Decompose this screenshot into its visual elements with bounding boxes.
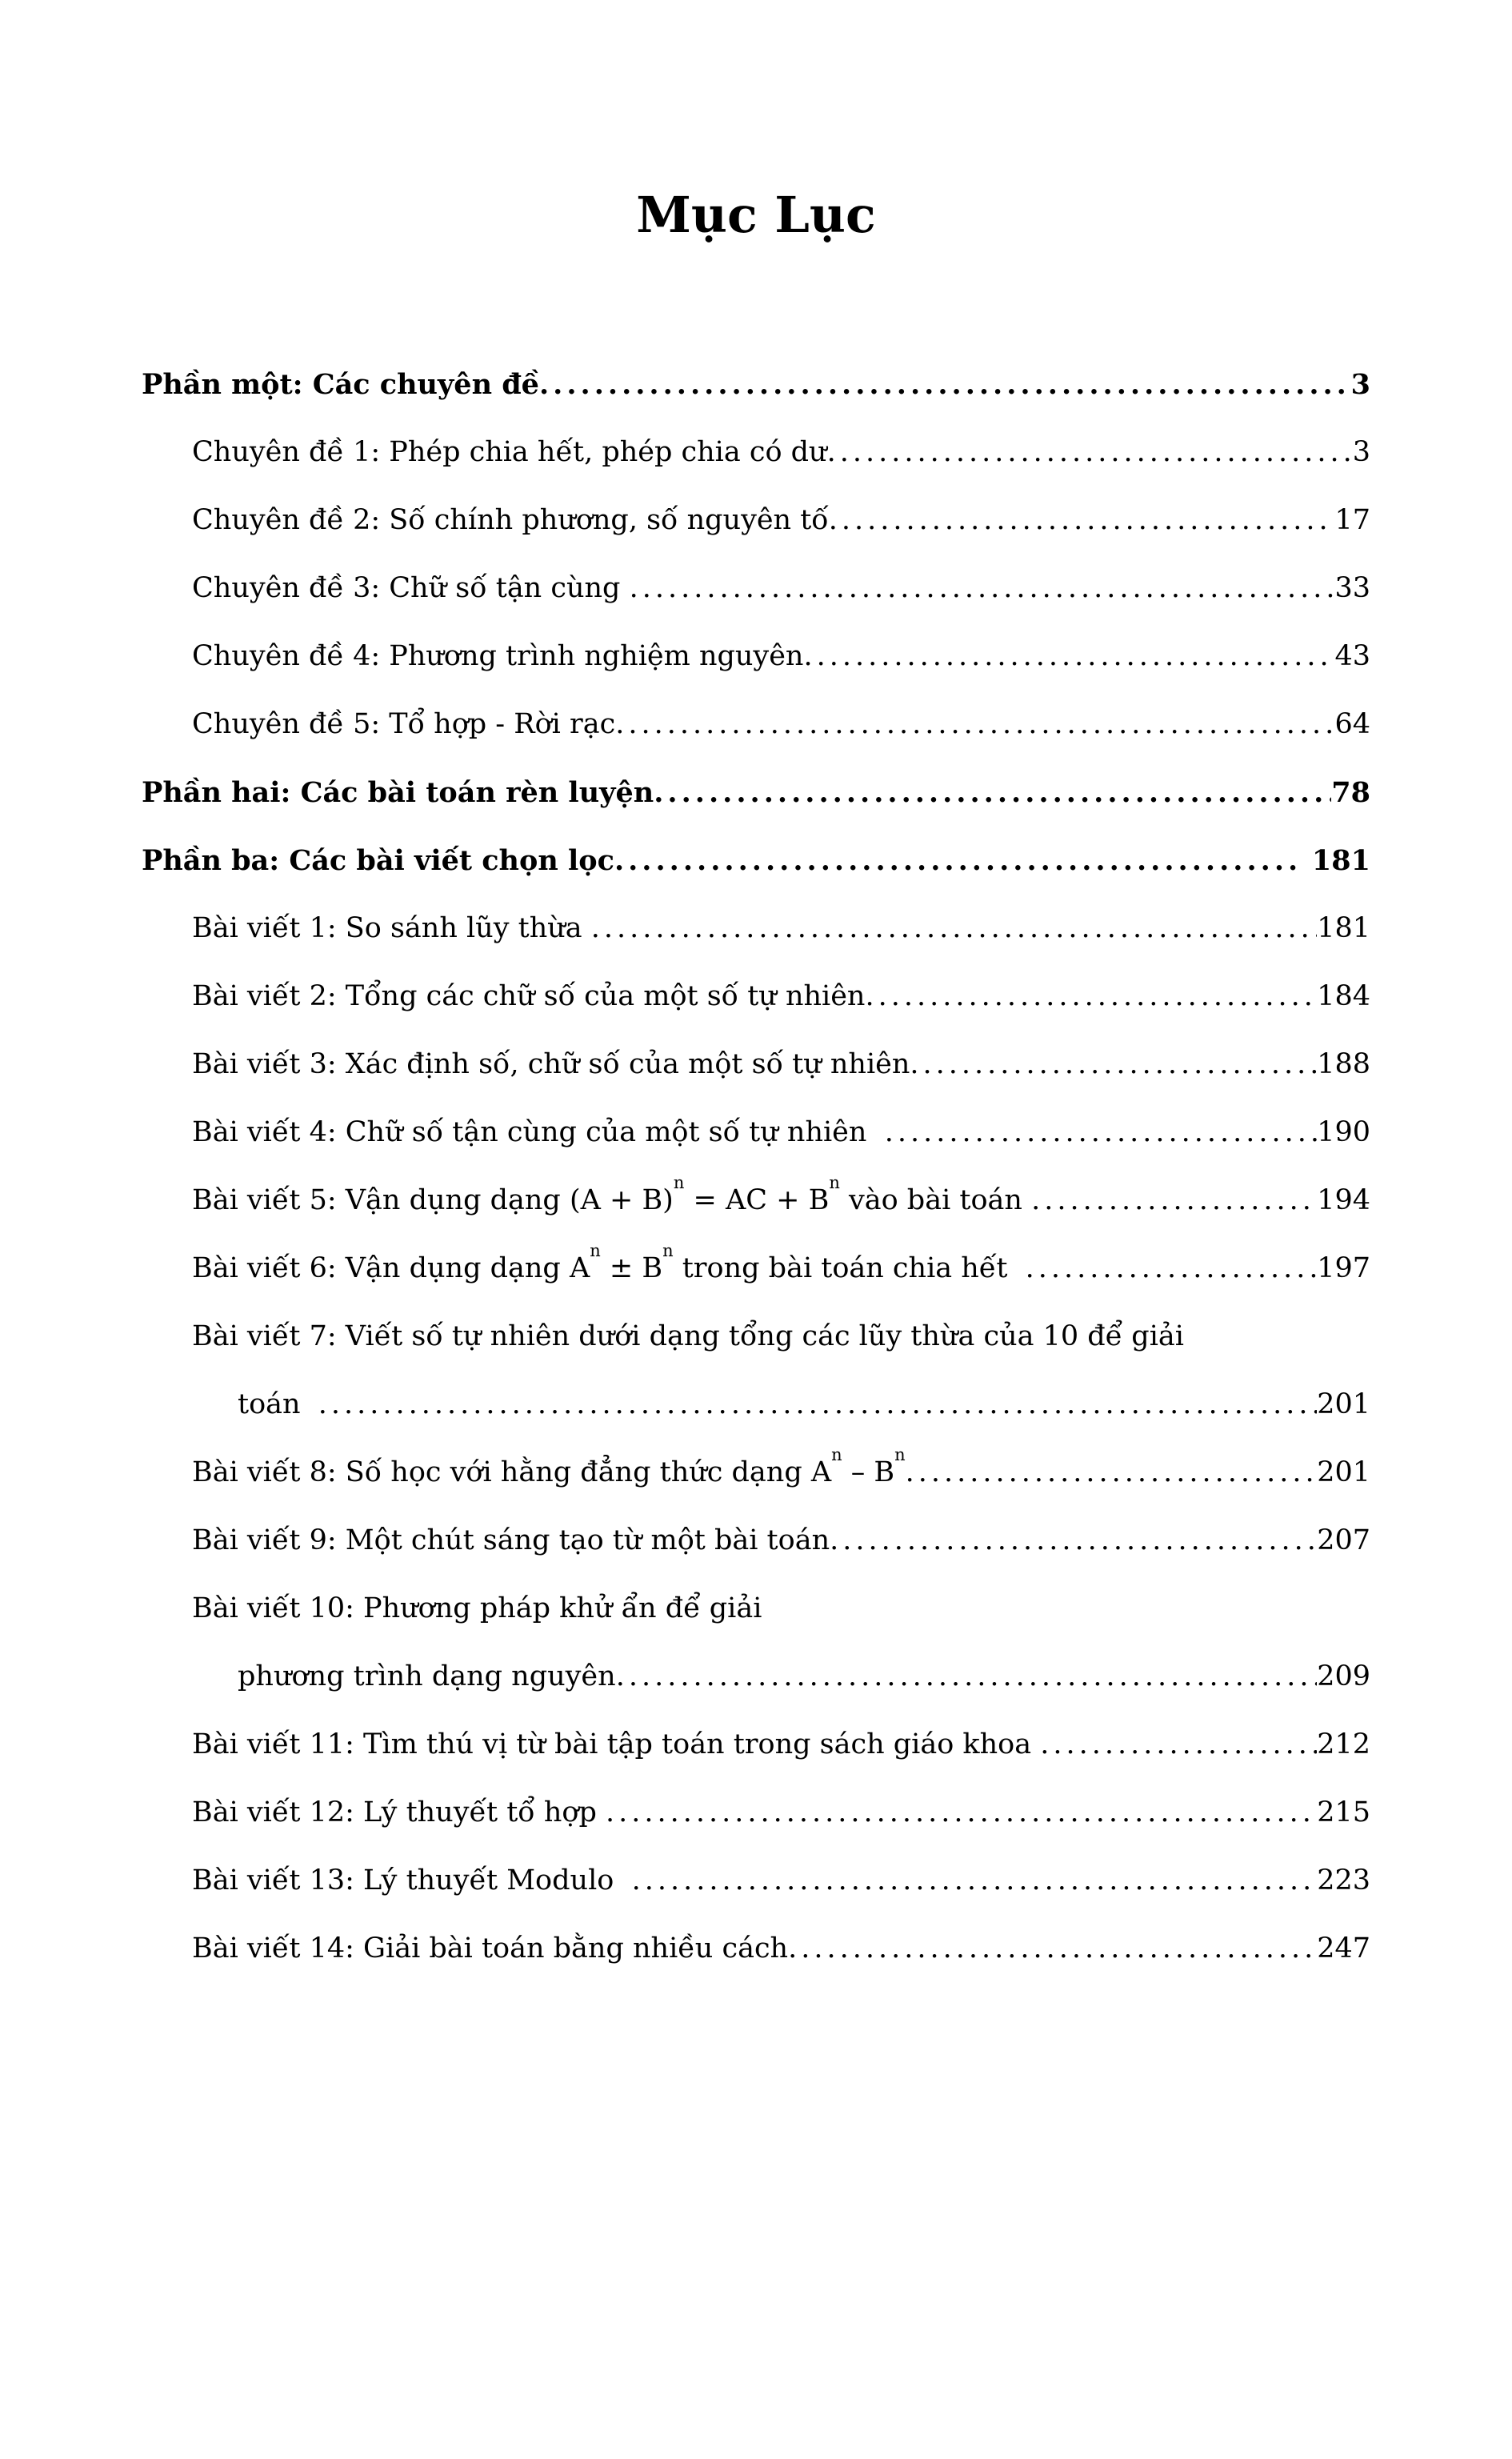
toc-page-number: 33 — [1334, 572, 1370, 604]
toc-entry-label: Bài viết 12: Lý thuyết tổ hợp — [192, 1796, 606, 1828]
toc-row — [142, 1847, 1370, 1915]
dot-leader — [614, 827, 1302, 895]
toc-page-number: 181 — [1317, 912, 1370, 944]
toc-entry-label: Chuyên đề 4: Phương trình nghiệm nguyên — [192, 640, 804, 672]
toc-row — [142, 1099, 1370, 1167]
dot-leader — [1026, 1235, 1318, 1303]
toc-row — [142, 419, 1370, 487]
toc-entry-label: Bài viết 11: Tìm thú vị từ bài tập toán trong sách giáo khoa — [192, 1728, 1041, 1760]
dot-leader — [632, 1847, 1318, 1915]
dot-leader — [591, 895, 1317, 963]
toc-entry-label: Phần hai: Các bài toán rèn luyện — [142, 776, 654, 809]
label-segment: vào bài toán — [839, 1184, 1032, 1216]
toc-page-number: 78 — [1331, 776, 1370, 809]
dot-leader — [654, 759, 1331, 827]
toc-page-number: 223 — [1317, 1864, 1370, 1896]
toc-entry-label — [192, 1439, 906, 1507]
label-segment: ± B — [600, 1252, 663, 1284]
toc-row — [142, 1507, 1370, 1575]
toc-page-number: 64 — [1334, 708, 1370, 740]
toc-row — [142, 1371, 1370, 1439]
toc-page-number: 181 — [1302, 844, 1370, 877]
toc-entry-label — [192, 1167, 1031, 1235]
dot-leader — [616, 1643, 1317, 1711]
toc-row — [142, 1235, 1370, 1303]
toc-page-number: 197 — [1317, 1252, 1370, 1284]
dot-leader — [539, 350, 1351, 419]
label-segment: Bài viết 8: Số học với hằng đẳng thức dạng A — [192, 1456, 832, 1488]
dot-leader — [1031, 1167, 1317, 1235]
dot-leader — [885, 1099, 1318, 1167]
dot-leader — [606, 1779, 1317, 1847]
toc-page-number: 17 — [1334, 504, 1370, 536]
toc-entry-label: Bài viết 7: Viết số tự nhiên dưới dạng tổng các lũy thừa của 10 để giải — [192, 1320, 1184, 1352]
toc-page-number: 190 — [1317, 1116, 1370, 1148]
toc-entry-label: Bài viết 14: Giải bài toán bằng nhiều cách — [192, 1932, 789, 1964]
toc-page-number: 207 — [1317, 1524, 1370, 1556]
toc-page-number: 201 — [1317, 1388, 1370, 1420]
toc-list — [142, 350, 1370, 1983]
toc-row — [142, 555, 1370, 623]
toc-page-number: 212 — [1317, 1728, 1370, 1760]
toc-page-number: 3 — [1352, 436, 1370, 468]
label-segment: = AC + B — [684, 1184, 830, 1216]
toc-page-number: 43 — [1334, 640, 1370, 672]
toc-entry-label: Phần ba: Các bài viết chọn lọc — [142, 844, 614, 877]
dot-leader — [830, 1507, 1317, 1575]
toc-page-number: 184 — [1317, 980, 1370, 1012]
toc-page-number: 209 — [1317, 1660, 1370, 1692]
dot-leader — [788, 1915, 1317, 1983]
toc-entry-label: Bài viết 1: So sánh lũy thừa — [192, 912, 591, 944]
dot-leader — [630, 555, 1335, 623]
superscript-n: n — [662, 1241, 674, 1261]
superscript-n: n — [831, 1445, 842, 1465]
toc-entry-label: toán — [238, 1388, 318, 1420]
toc-entry-label: Bài viết 2: Tổng các chữ số của một số tự nhiên — [192, 980, 866, 1012]
toc-entry-label — [192, 1235, 1026, 1303]
label-segment: Bài viết 6: Vận dụng dạng A — [192, 1252, 590, 1284]
toc-entry-label: Bài viết 10: Phương pháp khử ẩn để giải — [192, 1592, 762, 1624]
toc-row — [142, 827, 1370, 895]
toc-page-number: 215 — [1317, 1796, 1370, 1828]
label-segment: Bài viết 5: Vận dụng dạng (A + B) — [192, 1184, 674, 1216]
toc-page-number: 247 — [1317, 1932, 1370, 1964]
toc-row — [142, 1439, 1370, 1507]
superscript-n: n — [590, 1241, 601, 1261]
toc-entry-label: Phần một: Các chuyên đề — [142, 368, 539, 401]
label-segment: trong bài toán chia hết — [673, 1252, 1026, 1284]
toc-row — [142, 963, 1370, 1031]
toc-entry-label: Chuyên đề 3: Chữ số tận cùng — [192, 572, 630, 604]
toc-row — [142, 1643, 1370, 1711]
dot-leader — [829, 487, 1335, 555]
toc-row — [142, 1779, 1370, 1847]
toc-row — [142, 691, 1370, 759]
dot-leader — [803, 623, 1334, 691]
dot-leader — [827, 419, 1353, 487]
toc-entry-label: Bài viết 13: Lý thuyết Modulo — [192, 1864, 632, 1896]
toc-row — [142, 1031, 1370, 1099]
dot-leader — [1040, 1711, 1317, 1779]
toc-page-number: 201 — [1317, 1456, 1370, 1488]
toc-entry-label: Bài viết 3: Xác định số, chữ số của một số tự nhiên — [192, 1048, 910, 1080]
dot-leader — [910, 1031, 1317, 1099]
toc-entry-label: Chuyên đề 5: Tổ hợp - Rời rạc — [192, 708, 616, 740]
superscript-n: n — [829, 1173, 840, 1193]
dot-leader — [615, 691, 1334, 759]
toc-row — [142, 1575, 1370, 1643]
label-segment: – B — [842, 1456, 895, 1488]
toc-row — [142, 487, 1370, 555]
toc-row — [142, 350, 1370, 419]
toc-page-number: 3 — [1350, 368, 1370, 401]
toc-row — [142, 623, 1370, 691]
toc-row — [142, 1167, 1370, 1235]
toc-row — [142, 1915, 1370, 1983]
superscript-n: n — [894, 1445, 906, 1465]
toc-entry-label: Bài viết 9: Một chút sáng tạo từ một bài toán — [192, 1524, 830, 1556]
toc-entry-label: Chuyên đề 1: Phép chia hết, phép chia có dư — [192, 436, 827, 468]
superscript-n: n — [673, 1173, 685, 1193]
toc-page-number: 194 — [1317, 1184, 1370, 1216]
toc-row — [142, 895, 1370, 963]
toc-row — [142, 1303, 1370, 1371]
toc-page-number: 188 — [1317, 1048, 1370, 1080]
dot-leader — [318, 1371, 1317, 1439]
toc-entry-label: Bài viết 4: Chữ số tận cùng của một số tự nhiên — [192, 1116, 885, 1148]
toc-entry-label: Chuyên đề 2: Số chính phương, số nguyên tố — [192, 504, 829, 536]
toc-row — [142, 1711, 1370, 1779]
toc-entry-label: phương trình dạng nguyên — [238, 1660, 616, 1692]
toc-page — [0, 186, 1512, 2459]
page-title: Mục Lục — [636, 186, 876, 244]
dot-leader — [865, 963, 1317, 1031]
dot-leader — [906, 1439, 1318, 1507]
toc-row — [142, 759, 1370, 827]
